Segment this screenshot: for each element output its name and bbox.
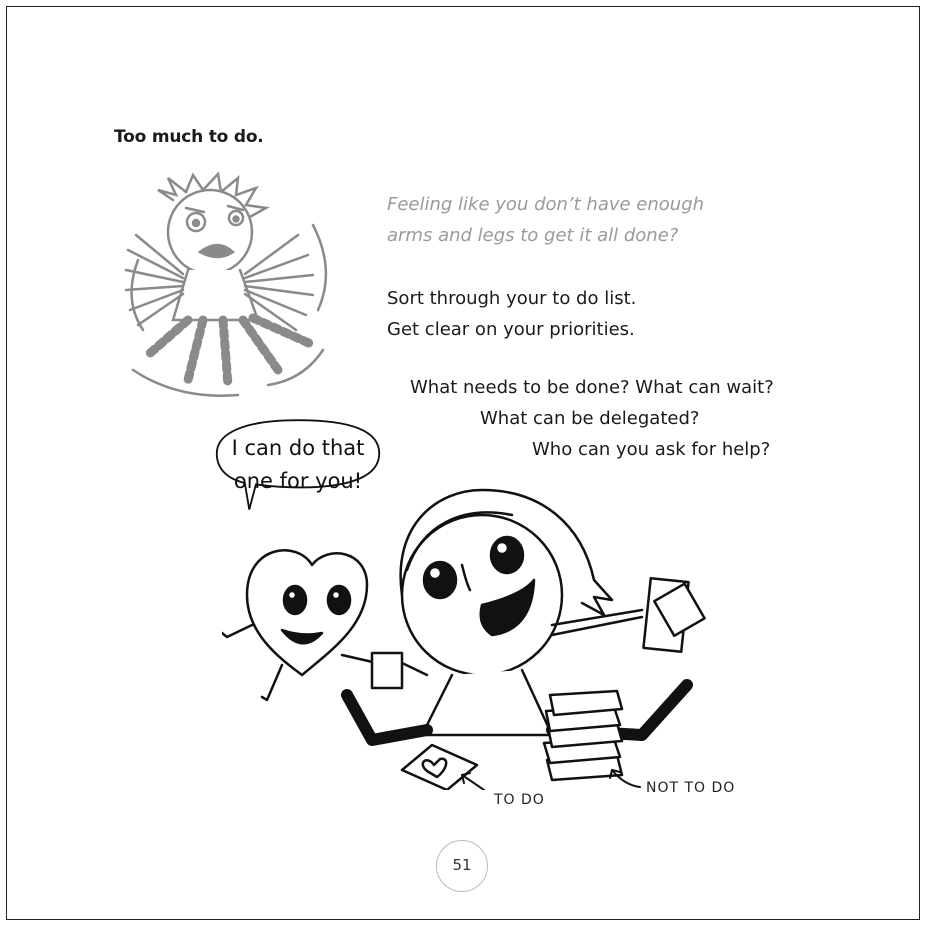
intro-line: Feeling like you don’t have enough <box>387 194 705 215</box>
frantic-girl-illustration <box>118 170 338 405</box>
advice-line: Get clear on your priorities. <box>387 319 635 340</box>
todo-label: TO DO <box>494 792 545 808</box>
speech-line: I can do that <box>231 436 365 460</box>
heart-and-girl-illustration <box>222 485 722 790</box>
advice-text <box>387 283 636 345</box>
not-todo-label: NOT TO DO <box>646 780 736 796</box>
speech-line: one for you! <box>233 469 363 493</box>
question-line: Who can you ask for help? <box>532 439 771 460</box>
advice-line: Sort through your to do list. <box>387 288 637 309</box>
question-line: What can be delegated? <box>480 408 700 429</box>
intro-text <box>387 189 704 251</box>
intro-line: arms and legs to get it all done? <box>387 225 679 246</box>
page-title: Too much to do. <box>114 127 264 147</box>
question-line: What needs to be done? What can wait? <box>410 377 774 398</box>
page-number: 51 <box>452 856 472 874</box>
